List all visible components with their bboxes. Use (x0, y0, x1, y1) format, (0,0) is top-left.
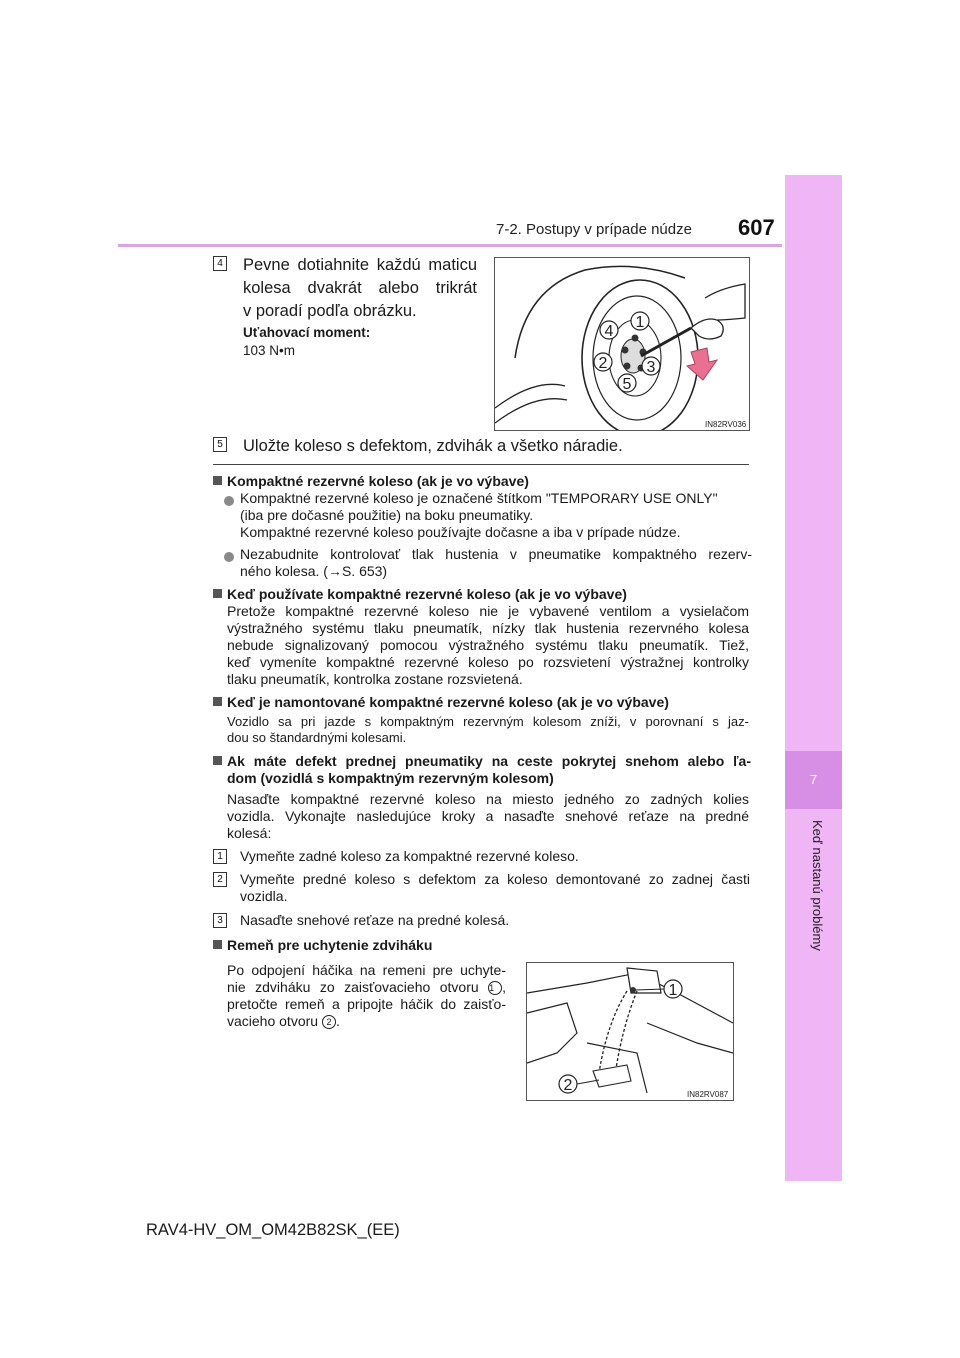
using-paragraph (227, 603, 749, 688)
circled-number-1: 1 (488, 981, 502, 995)
substep-number-3: 3 (213, 913, 227, 928)
mounted-paragraph (227, 714, 749, 746)
text-line: pretočte remeň a pripojte háčik do zaisťo- (227, 996, 506, 1012)
heading-using-spare (213, 586, 627, 603)
callout-1: 1 (668, 982, 678, 999)
step5-text: Uložte koleso s defektom, zdvihák a všetko náradie. (243, 437, 623, 455)
text-fragment: vacieho otvoru (227, 1013, 322, 1029)
step4-line: v poradí podľa obrázku. (243, 302, 417, 320)
heading-line: dom (vozidlá s kompaktným rezervným kolesom) (227, 770, 554, 786)
dot-bullet-icon (224, 493, 234, 511)
text-fragment: . (335, 1013, 340, 1029)
heading-text: Remeň pre uchytenie zdviháku (227, 937, 433, 953)
text-line: dou so štandardnými kolesami. (227, 730, 407, 745)
heading-jack-strap (213, 937, 432, 954)
text-fragment: ného kolesa. ( (240, 563, 328, 579)
compact-bullet-1 (240, 490, 752, 541)
callout-3: 3 (646, 359, 656, 376)
heading-line (213, 753, 751, 770)
compact-bullet-2 (240, 546, 752, 580)
circled-number-2: 2 (322, 1015, 336, 1029)
jack-strap-illustration (526, 962, 734, 1101)
text-line: Nasaďte kompaktné rezervné koleso na miesto jedného zo zadných kolies (227, 791, 749, 807)
strap-drawing (527, 963, 733, 1100)
heading-text: Ak máte defekt prednej pneumatiky na ceste pokrytej snehom alebo ľa- (227, 753, 751, 769)
strap-paragraph (227, 962, 506, 1030)
square-bullet-icon (213, 697, 222, 706)
heading-mounted-spare (213, 694, 669, 711)
wheel-nut-tightening-illustration (494, 257, 750, 431)
substep-1-text: Vymeňte zadné koleso za kompaktné rezervné koleso. (240, 848, 579, 864)
chapter-label: Keď nastanú problémy (810, 820, 825, 951)
text-line: (iba pre dočasné použitie) na boku pneumatiky. (240, 507, 534, 523)
text-line (227, 1013, 506, 1030)
text-line: tlaku pneumatík, kontrolka zostane rozsvietená. (227, 671, 523, 687)
step-number-5: 5 (213, 437, 227, 452)
page-number: 607 (738, 215, 775, 240)
text-line (240, 563, 752, 580)
wheel-drawing (495, 258, 749, 430)
callout-4: 4 (604, 323, 614, 340)
square-bullet-icon (213, 589, 222, 598)
text-line: Vozidlo sa pri jazde s kompaktným rezervným kolesom zníži, v porovnaní s jaz- (227, 714, 749, 729)
chapter-number: 7 (809, 772, 818, 787)
heading-text: Keď je namontované kompaktné rezervné koleso (ak je vo výbave) (227, 694, 669, 710)
substep-number-2: 2 (213, 872, 227, 887)
text-line: nebude signalizovaný pomocou výstražného systému tlaku pneumatík. Tiež, (227, 637, 749, 653)
callout-5: 5 (622, 376, 632, 393)
substep-2-text (240, 871, 750, 905)
text-line: kolesá: (227, 825, 272, 841)
heading-text: Kompaktné rezervné koleso (ak je vo výbave) (227, 473, 529, 489)
text-line: vozidla. (240, 888, 288, 904)
heading-snow (213, 753, 751, 787)
torque-label: Uťahovací moment: (243, 325, 371, 340)
illustration-code: IN82RV087 (687, 1090, 729, 1099)
text-line: Pretože kompaktné rezervné koleso nie je vybavené ventilom a vysielačom (227, 603, 749, 619)
dot-bullet-icon (224, 549, 234, 567)
text-line: výstražného systému tlaku pneumatík, nízky tlak hustenia rezervného kolesa (227, 620, 749, 636)
page-reference: S. 653) (341, 563, 388, 579)
text-line: Kompaktné rezervné koleso používajte dočasne a iba v prípade núdze. (240, 524, 681, 540)
square-bullet-icon (213, 476, 222, 485)
step4-text (243, 254, 477, 323)
section-divider (213, 464, 749, 465)
header-rule (118, 244, 782, 247)
heading-compact-spare (213, 473, 529, 490)
text-line: Vymeňte predné koleso s defektom za koleso demontované zo zadnej časti (240, 871, 750, 887)
square-bullet-icon (213, 940, 222, 949)
section-title: 7-2. Postupy v prípade núdze (496, 221, 692, 238)
heading-text: Keď používate kompaktné rezervné koleso (ak je vo výbave) (227, 586, 627, 602)
torque-value: 103 N•m (243, 343, 295, 358)
callout-1: 1 (635, 314, 645, 331)
step-number-4: 4 (213, 256, 227, 271)
square-bullet-icon (213, 756, 222, 765)
text-line: vozidla. Vykonajte nasledujúce kroky a nasaďte snehové reťaze na predné (227, 808, 749, 824)
snow-paragraph (227, 791, 749, 842)
illustration-code: IN82RV036 (705, 420, 747, 429)
text-line: Nezabudnite kontrolovať tlak hustenia v pneumatike kompaktného rezerv- (240, 546, 752, 562)
text-line: keď vymeníte kompaktné rezervné koleso po rozsvietení výstražnej kontrolky (227, 654, 749, 670)
document-code: RAV4-HV_OM_OM42B82SK_(EE) (146, 1221, 400, 1239)
callout-2: 2 (563, 1077, 573, 1094)
text-line (227, 979, 506, 996)
text-line: Po odpojení háčika na remeni pre uchyte- (227, 962, 506, 978)
chapter-tab-top (785, 175, 842, 751)
step4-line: Pevne dotiahnite každú maticu (243, 256, 477, 274)
substep-3-text: Nasaďte snehové reťaze na predné kolesá. (240, 912, 510, 928)
step4-line: kolesa dvakrát alebo trikrát (243, 279, 477, 297)
arrow-right-icon: → (327, 563, 342, 579)
substep-number-1: 1 (213, 849, 227, 864)
text-fragment: nie zdviháku zo zaisťovacieho otvoru (227, 979, 489, 995)
callout-2: 2 (598, 355, 608, 372)
text-fragment: , (502, 979, 506, 995)
text-line: Kompaktné rezervné koleso je označené štítkom "TEMPORARY USE ONLY" (240, 490, 718, 506)
